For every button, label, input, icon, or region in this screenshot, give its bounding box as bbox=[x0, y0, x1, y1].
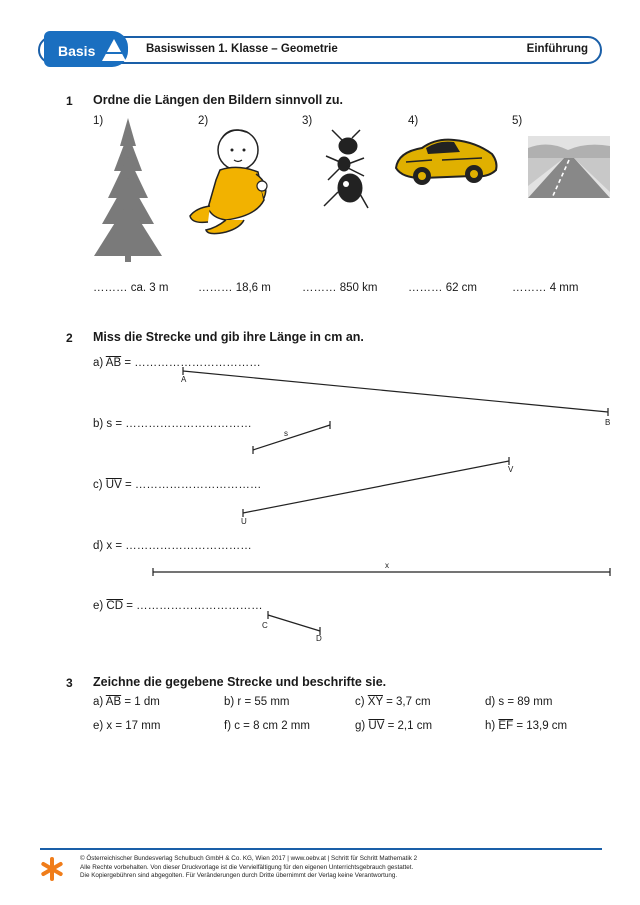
image-1-label: 1) bbox=[93, 115, 104, 127]
task-3-text: Zeichne die gegebene Strecke und beschrifte sie. bbox=[93, 675, 387, 689]
point-b-label: B bbox=[605, 418, 611, 427]
draw-item-b: b) r = 55 mm bbox=[224, 696, 290, 708]
measure-c: c) $\overline{UV}$ = …………………………… bbox=[93, 479, 262, 491]
image-2-label: 2) bbox=[198, 115, 209, 127]
measure-d: d) x = …………………………… bbox=[93, 540, 252, 552]
length-option-5: ……… 4 mm bbox=[512, 282, 579, 294]
task-3-number: 3 bbox=[66, 676, 73, 690]
draw-item-f: f) c = 8 cm 2 mm bbox=[224, 720, 310, 732]
basis-logo-text: Basis bbox=[58, 43, 96, 59]
segment-s bbox=[253, 425, 330, 450]
draw-item-a: a) $\overline{AB} = 1$ dm bbox=[93, 696, 160, 708]
point-a-label: A bbox=[181, 375, 187, 384]
segment-uv bbox=[243, 461, 509, 513]
task-1-number: 1 bbox=[66, 94, 73, 108]
point-u-label: U bbox=[241, 517, 247, 526]
segment-cd bbox=[268, 615, 320, 631]
measure-b: b) s = …………………………… bbox=[93, 418, 252, 430]
draw-item-d: d) s = 89 mm bbox=[485, 696, 553, 708]
publisher-logo-icon bbox=[40, 855, 64, 883]
point-d-label: D bbox=[316, 634, 322, 643]
task-2-number: 2 bbox=[66, 331, 73, 345]
footer-copyright: © Österreichischer Bundesverlag Schulbuch GmbH & Co. KG, Wien 2017 | www.oebv.at | Schritt für Schritt Mathematik 2 Alle Rechte vorbehalten. Von dieser Druckvorlage ist die Vervielfältigung für den eigenen Unterrichtsgebrauch gestattet. Die Kopiergebühren sind abgegolten. Für Veränderungen durch Dritte übernimmt der Verlag keine Verantwortung. bbox=[80, 855, 418, 880]
footer-divider bbox=[40, 848, 602, 850]
draw-item-e: e) x = 17 mm bbox=[93, 720, 161, 732]
segment-s-label: s bbox=[284, 429, 288, 438]
length-option-2: ……… 18,6 m bbox=[198, 282, 271, 294]
task-1-text: Ordne die Längen den Bildern sinnvoll zu. bbox=[93, 93, 344, 107]
point-v-label: V bbox=[508, 465, 514, 474]
segment-x-label: x bbox=[385, 561, 389, 570]
section-label: Einführung bbox=[526, 43, 588, 55]
image-3-label: 3) bbox=[302, 115, 313, 127]
image-5-label: 5) bbox=[512, 115, 523, 127]
point-c-label: C bbox=[262, 621, 268, 630]
page-title: Basiswissen 1. Klasse – Geometrie bbox=[146, 43, 338, 55]
image-4-label: 4) bbox=[408, 115, 419, 127]
task-2-text: Miss die Strecke und gib ihre Länge in cm an. bbox=[93, 330, 364, 344]
measure-a: a) $\overline{AB}$ = …………………………… bbox=[93, 357, 261, 369]
length-option-3: ……… 850 km bbox=[302, 282, 378, 294]
measure-e: e) $\overline{CD}$ = …………………………… bbox=[93, 600, 263, 612]
draw-item-c: c) $\overline{XY} = 3,7$ cm bbox=[355, 696, 431, 708]
draw-item-h: h) $\overline{EF} = 13,9$ cm bbox=[485, 720, 568, 732]
length-option-1: ……… ca. 3 m bbox=[93, 282, 169, 294]
draw-item-g: g) $\overline{UV} = 2,1$ cm bbox=[355, 720, 433, 732]
length-option-4: ……… 62 cm bbox=[408, 282, 478, 294]
segment-ab bbox=[183, 371, 608, 412]
